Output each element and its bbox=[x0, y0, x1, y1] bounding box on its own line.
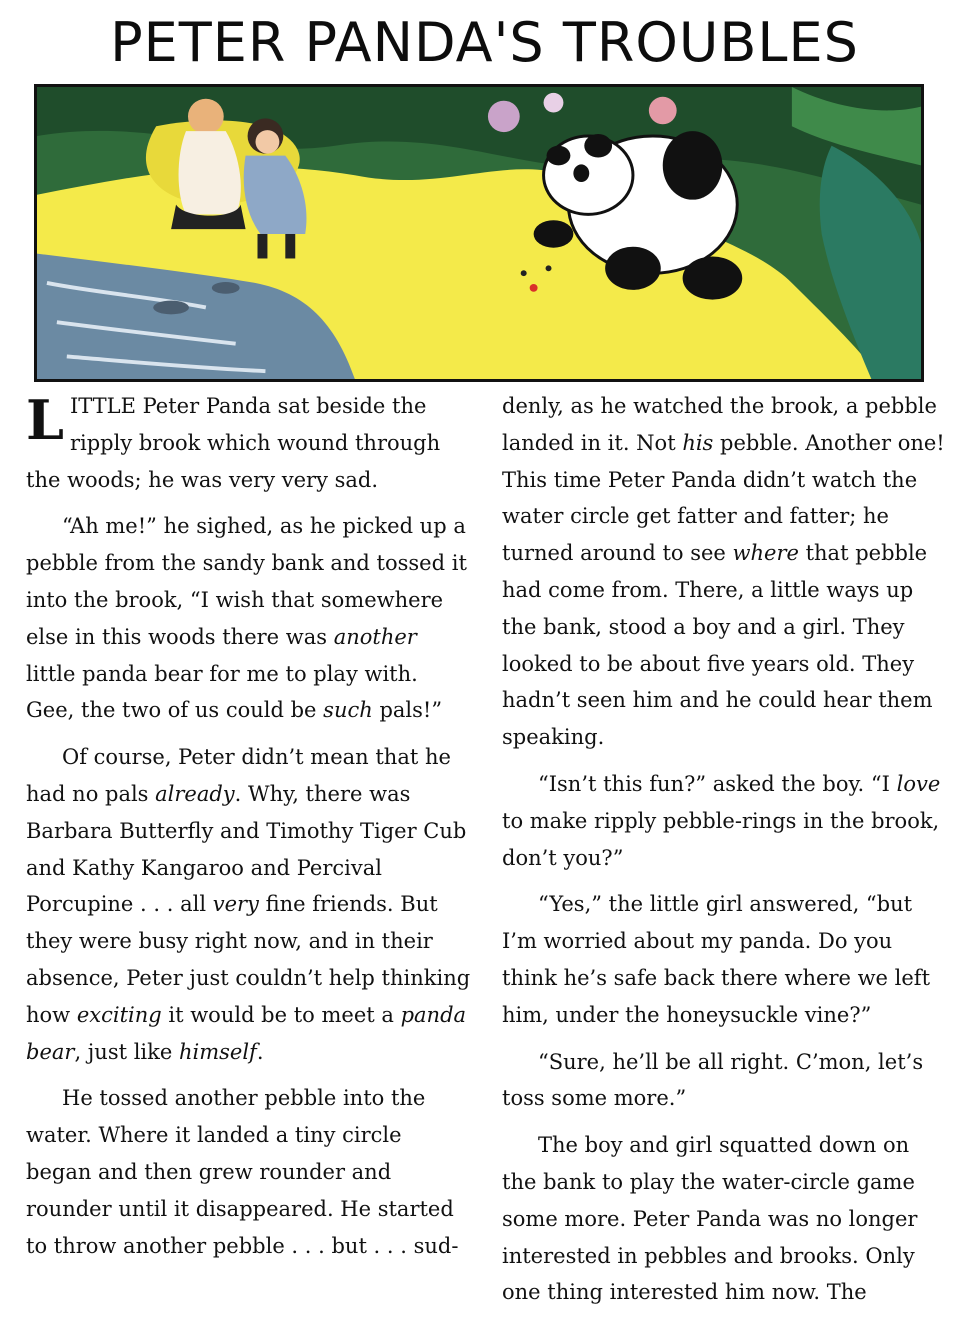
paragraph bbox=[26, 508, 472, 729]
paragraph bbox=[26, 388, 472, 498]
paragraph-text: “Sure, he’ll be all right. C’mon, let’s toss some more.” bbox=[502, 1049, 924, 1111]
illustration-children-and-panda bbox=[37, 87, 921, 379]
paragraph-text: denly, as he watched the brook, a pebble landed in it. Not bbox=[502, 394, 937, 455]
emphasis-text: very bbox=[212, 892, 259, 917]
emphasis-text: where bbox=[732, 541, 799, 566]
paragraph bbox=[502, 1127, 946, 1311]
emphasis-text: another bbox=[333, 624, 417, 649]
paragraph-text: “Yes,” the little girl answered, “but I’m worried about my panda. Do you think he’s safe back there where we left him, under the honeysuckle vine?” bbox=[502, 892, 931, 1027]
paragraph bbox=[26, 1080, 472, 1264]
paragraph-text: He tossed another pebble into the water. Where it landed a tiny circle began and then grew rounder and rounder until it disappeared. He started to throw another pebble . . . but . . . sud- bbox=[26, 1086, 459, 1258]
right-text-column bbox=[502, 388, 946, 1321]
emphasis-text: already bbox=[155, 781, 235, 806]
paragraph-text: The boy and girl squatted down on the bank to play the water-circle game some more. Peter Panda was no longer interested in pebbles and brooks. Only one thing interested him now. The bbox=[502, 1133, 918, 1305]
left-text-column bbox=[26, 388, 472, 1274]
page-title: PETER PANDA'S TROUBLES bbox=[110, 11, 859, 74]
paragraph-text: that pebble had come from. There, a little ways up the bank, stood a boy and a girl. They looked to be about five years old. They hadn’t seen him and he could hear them speaking. bbox=[502, 541, 933, 750]
emphasis-text: panda bear bbox=[26, 1002, 467, 1064]
emphasis-text: love bbox=[896, 771, 941, 796]
paragraph bbox=[502, 766, 946, 876]
paragraph-text: . Why, there was Barbara Butterfly and Timothy Tiger Cub and Kathy Kangaroo and Percival Porcupine . . . all bbox=[26, 781, 467, 917]
illustration-panel bbox=[34, 84, 924, 382]
paragraph-text: Of course, Peter didn’t mean that he had no pals bbox=[26, 745, 451, 806]
paragraph-text: pebble. Another one! This time Peter Panda didn’t watch the water circle get fatter and fatter; he turned around to see bbox=[502, 430, 945, 566]
paragraph-text: to make ripply pebble-rings in the brook, don’t you?” bbox=[502, 808, 940, 870]
paragraph-text: fine friends. But they were busy right now, and in their absence, Peter just couldn’t help thinking how bbox=[26, 892, 471, 1027]
paragraph-text: , just like bbox=[74, 1039, 179, 1064]
paragraph bbox=[502, 1044, 946, 1118]
paragraph-text: little panda bear for me to play with. Gee, the two of us could be bbox=[26, 661, 418, 723]
paragraph-text: pals!” bbox=[372, 698, 443, 723]
paragraph bbox=[26, 739, 472, 1070]
paragraph-text: . bbox=[256, 1039, 264, 1064]
emphasis-text: such bbox=[323, 698, 373, 723]
paragraph bbox=[502, 886, 946, 1033]
paragraph-text: ITTLE Peter Panda sat beside the ripply brook which wound through the woods; he was very very sad. bbox=[26, 394, 441, 492]
drop-cap: L bbox=[26, 388, 64, 452]
paragraph-text: “Ah me!” he sighed, as he picked up a pebble from the sandy bank and tossed it into the brook, “I wish that somewhere else in this woods there was bbox=[26, 514, 467, 649]
paragraph-text: it would be to meet a bbox=[161, 1002, 401, 1027]
emphasis-text: his bbox=[682, 430, 714, 455]
paragraph-text: “Isn’t this fun?” asked the boy. “I bbox=[538, 771, 897, 796]
emphasis-text: himself bbox=[178, 1039, 257, 1064]
emphasis-text: exciting bbox=[76, 1002, 162, 1027]
paragraph bbox=[502, 388, 946, 756]
